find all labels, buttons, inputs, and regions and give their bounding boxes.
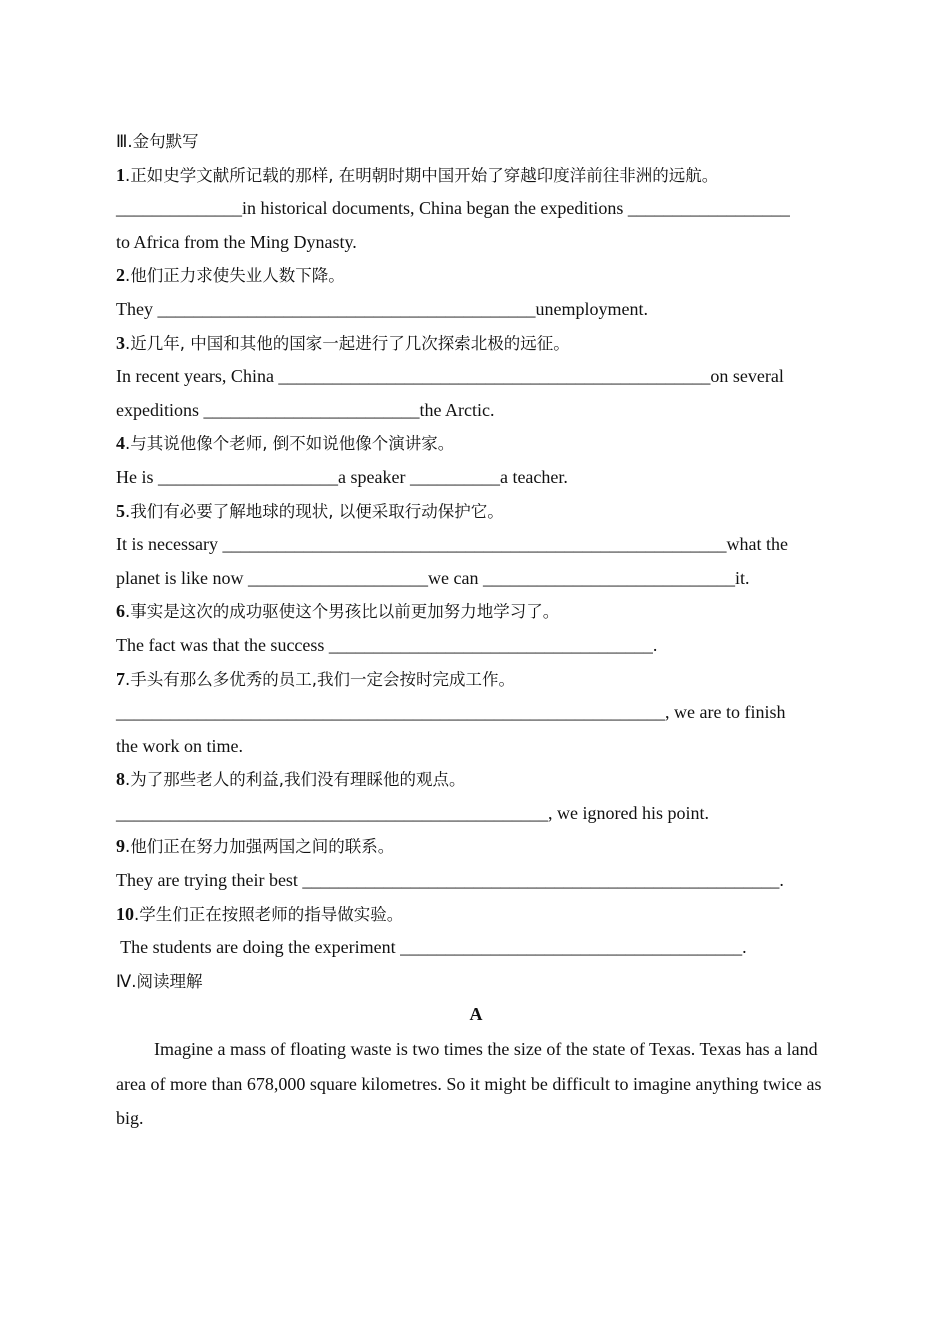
question-chinese: .与其说他像个老师, 倒不如说他像个演讲家。 [125,434,455,454]
section-4-heading: Ⅳ.阅读理解 [116,971,203,991]
question-7-answer-line-2[interactable]: the work on time. [116,735,243,756]
question-5-answer-line[interactable]: It is necessary ________________________________________________________what the [116,534,788,555]
question-4-answer-line[interactable]: He is ____________________a speaker __________a teacher. [116,466,568,487]
question-8-answer-line[interactable]: ________________________________________________, we ignored his point. [116,802,709,823]
question-number: 1 [116,164,125,185]
question-number: 2 [116,265,125,286]
question-chinese: .学生们正在按照老师的指导做实验。 [134,904,404,924]
question-6-prompt [116,595,836,629]
passage-label: A [469,1004,483,1025]
question-10-prompt [116,898,836,932]
question-1-answer-line-2[interactable]: to Africa from the Ming Dynasty. [116,231,357,252]
question-9-answer-line[interactable]: They are trying their best _____________________________________________________. [116,870,784,891]
worksheet-page [116,125,836,1136]
question-4-prompt [116,427,836,461]
question-10-answer-line[interactable]: The students are doing the experiment ______________________________________. [116,937,747,958]
question-7-answer-line[interactable]: _____________________________________________________________, we are to finish [116,702,786,723]
question-number: 6 [116,601,125,622]
section-3-heading: Ⅲ.金句默写 [116,132,199,151]
question-chinese: .他们正力求使失业人数下降。 [125,266,345,286]
question-number: 5 [116,500,125,521]
question-1-answer-line[interactable]: ______________in historical documents, China began the expeditions __________________ [116,198,790,219]
question-8-prompt [116,763,836,797]
question-3-answer-line-2[interactable]: expeditions ________________________the Arctic. [116,399,495,420]
question-number: 8 [116,769,125,790]
question-chinese: .为了那些老人的利益,我们没有理睬他的观点。 [125,770,466,790]
question-1-prompt [116,159,836,193]
question-6-answer-line[interactable]: The fact was that the success ____________________________________. [116,634,658,655]
question-number: 10 [116,903,134,924]
question-9-prompt [116,830,836,864]
question-number: 3 [116,332,125,353]
question-chinese: .近几年, 中国和其他的国家一起进行了几次探索北极的远征。 [125,333,570,353]
question-number: 7 [116,668,125,689]
question-3-answer-line[interactable]: In recent years, China ________________________________________________on several [116,366,784,387]
question-number: 4 [116,433,125,454]
question-number: 9 [116,836,125,857]
passage-paragraph: Imagine a mass of floating waste is two times the size of the state of Texas. Texas has a land area of more than 678,000 square kilometres. So it might be difficult to imagine anything twice as big. [116,1039,822,1129]
question-5-prompt [116,495,836,529]
question-chinese: .他们正在努力加强两国之间的联系。 [125,837,395,857]
question-chinese: .正如史学文献所记载的那样, 在明朝时期中国开始了穿越印度洋前往非洲的远航。 [125,165,719,185]
question-7-prompt [116,663,836,697]
question-3-prompt [116,327,836,361]
question-2-prompt [116,259,836,293]
question-chinese: .手头有那么多优秀的员工,我们一定会按时完成工作。 [125,669,515,689]
question-chinese: .事实是这次的成功驱使这个男孩比以前更加努力地学习了。 [125,602,560,622]
question-5-answer-line-2[interactable]: planet is like now ____________________we can ____________________________it. [116,567,750,588]
question-chinese: .我们有必要了解地球的现状, 以便采取行动保护它。 [125,501,504,521]
question-2-answer-line[interactable]: They __________________________________________unemployment. [116,298,648,319]
